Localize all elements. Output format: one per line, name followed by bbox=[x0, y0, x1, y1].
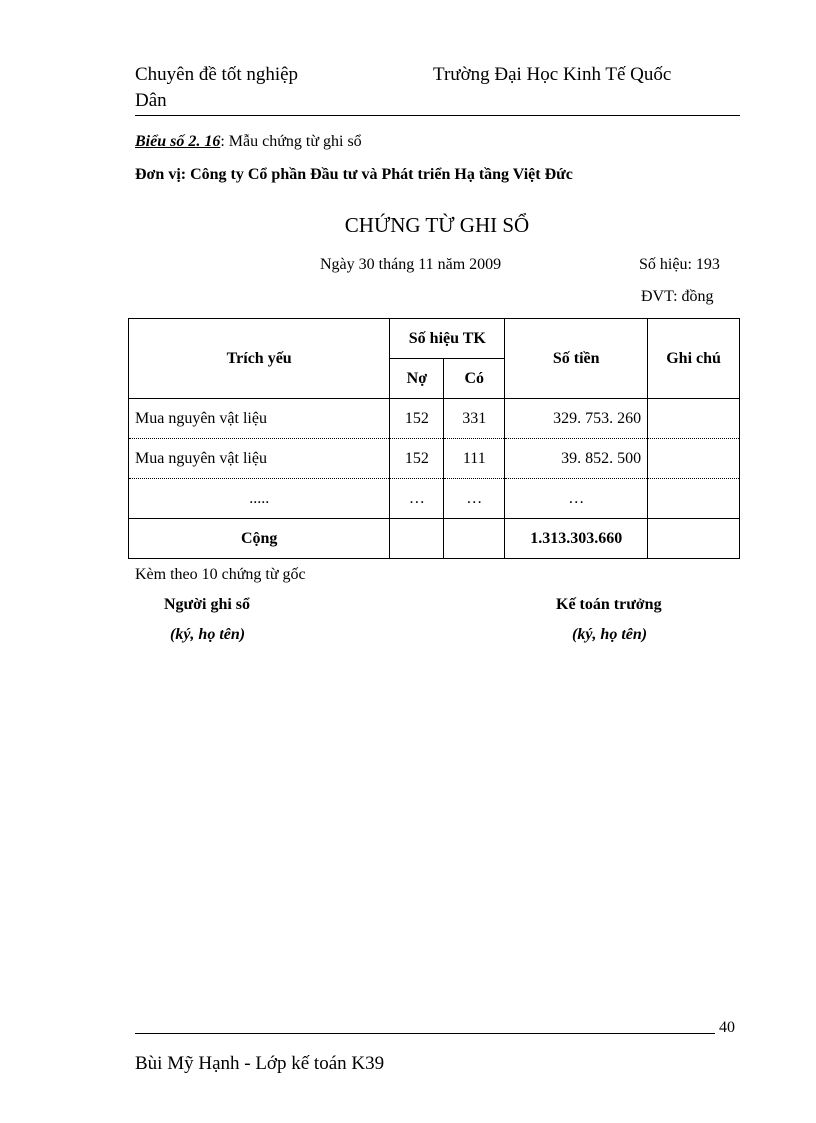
row-amount: … bbox=[505, 479, 648, 519]
total-debit bbox=[390, 519, 444, 559]
table-row bbox=[129, 439, 740, 479]
row-description: ..... bbox=[129, 479, 390, 519]
currency-unit: ĐVT: đồng bbox=[641, 288, 714, 305]
row-credit: 111 bbox=[444, 439, 505, 479]
row-note bbox=[648, 479, 740, 519]
signature-recorder-note: (ký, họ tên) bbox=[170, 626, 246, 643]
table-header-row bbox=[129, 319, 740, 359]
total-label: Cộng bbox=[129, 519, 390, 559]
signature-chief-accountant-title: Kế toán trưởng bbox=[556, 596, 662, 613]
table-row bbox=[129, 399, 740, 439]
row-amount: 39. 852. 500 bbox=[505, 439, 648, 479]
total-note bbox=[648, 519, 740, 559]
header-debit: Nợ bbox=[390, 359, 444, 399]
table-total-row bbox=[129, 519, 740, 559]
total-credit bbox=[444, 519, 505, 559]
row-debit: 152 bbox=[390, 439, 444, 479]
header-amount: Số tiền bbox=[505, 319, 648, 399]
row-note bbox=[648, 399, 740, 439]
form-caption bbox=[135, 133, 362, 151]
footer-author: Bùi Mỹ Hạnh - Lớp kế toán K39 bbox=[135, 1053, 385, 1074]
header-note: Ghi chú bbox=[648, 319, 740, 399]
header-right: Trường Đại Học Kinh Tế Quốc bbox=[433, 64, 672, 85]
row-description: Mua nguyên vật liệu bbox=[129, 399, 390, 439]
row-note bbox=[648, 439, 740, 479]
header-credit: Có bbox=[444, 359, 505, 399]
document-number: Số hiệu: 193 bbox=[639, 256, 720, 273]
row-debit: 152 bbox=[390, 399, 444, 439]
form-caption-text: : Mẫu chứng từ ghi sổ bbox=[220, 133, 362, 150]
document-title: CHỨNG TỪ GHI SỔ bbox=[344, 213, 530, 237]
total-amount: 1.313.303.660 bbox=[505, 519, 648, 559]
form-label: Biểu số 2. 16 bbox=[135, 133, 221, 150]
attachment-note: Kèm theo 10 chứng từ gốc bbox=[135, 566, 306, 583]
row-credit: … bbox=[444, 479, 505, 519]
header-continuation: Dân bbox=[135, 90, 167, 111]
row-debit: … bbox=[390, 479, 444, 519]
header-description: Trích yếu bbox=[129, 319, 390, 399]
row-description: Mua nguyên vật liệu bbox=[129, 439, 390, 479]
company-unit: Đơn vị: Công ty Cổ phần Đầu tư và Phát triển Hạ tầng Việt Đức bbox=[135, 166, 573, 183]
header-divider bbox=[135, 115, 740, 116]
row-amount: 329. 753. 260 bbox=[505, 399, 648, 439]
header-left: Chuyên đề tốt nghiệp bbox=[135, 64, 299, 85]
header-account: Số hiệu TK bbox=[390, 319, 505, 359]
footer-divider bbox=[135, 1033, 715, 1034]
ledger-table bbox=[128, 318, 740, 559]
signature-recorder-title: Người ghi sổ bbox=[164, 596, 251, 613]
row-credit: 331 bbox=[444, 399, 505, 439]
table-row bbox=[129, 479, 740, 519]
page-number: 40 bbox=[719, 1019, 735, 1036]
signature-chief-accountant-note: (ký, họ tên) bbox=[572, 626, 648, 643]
document-date: Ngày 30 tháng 11 năm 2009 bbox=[320, 256, 502, 273]
